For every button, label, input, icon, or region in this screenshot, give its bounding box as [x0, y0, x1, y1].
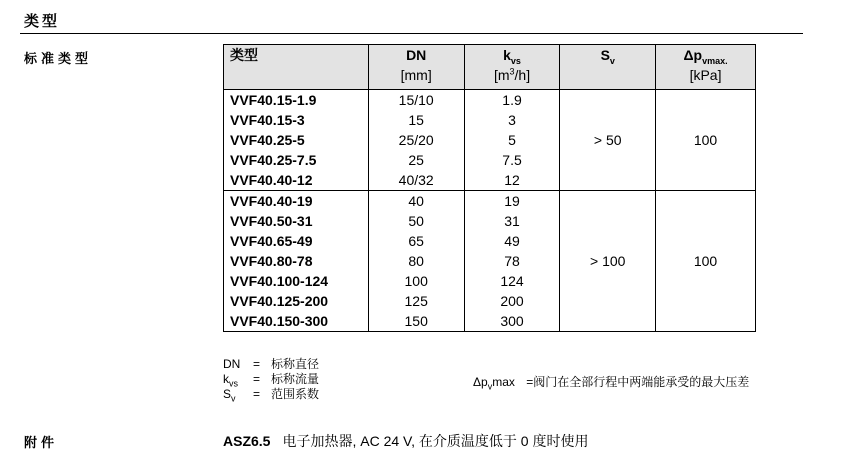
accessory-item: [223, 431, 588, 451]
cell-type: VVF40.80-78: [224, 251, 369, 271]
header-kvs: $k_{vs}$ $[m^3/h]$: [464, 45, 560, 90]
cell-type: VVF40.40-19: [224, 191, 369, 212]
cell-dn: 65: [368, 231, 464, 251]
cell-type: VVF40.15-3: [224, 110, 369, 130]
cell-kvs: 200: [464, 291, 560, 311]
legend: [223, 357, 319, 402]
cell-kvs: 78: [464, 251, 560, 271]
cell-type: VVF40.25-5: [224, 130, 369, 150]
table-header-row: [224, 45, 756, 90]
cell-kvs: 12: [464, 170, 560, 191]
legend-row-sv: $S_v$ = 范围系数: [223, 387, 320, 404]
cell-dn: 150: [368, 311, 464, 332]
cell-kvs: 19: [464, 191, 560, 212]
dp-max-note: $\Delta p_v\max$ =阀门在全部行程中两端能承受的最大压差: [473, 375, 750, 392]
legend-row-kvs: $k_{vs}$ = 标称流量: [223, 372, 320, 389]
accessories-label: 附件: [24, 436, 59, 451]
cell-type: VVF40.50-31: [224, 211, 369, 231]
title-divider: [20, 33, 803, 34]
cell-dp-max: 100: [656, 191, 756, 332]
cell-type: VVF40.125-200: [224, 291, 369, 311]
cell-type: VVF40.65-49: [224, 231, 369, 251]
accessory-code: ASZ6.5: [223, 433, 271, 449]
standard-types-label: 标准类型: [24, 52, 93, 67]
cell-kvs: 124: [464, 271, 560, 291]
cell-dn: 15: [368, 110, 464, 130]
cell-kvs: 7.5: [464, 150, 560, 170]
cell-kvs: 3: [464, 110, 560, 130]
cell-dn: 100: [368, 271, 464, 291]
cell-dn: 25/20: [368, 130, 464, 150]
cell-sv: > 100: [560, 191, 656, 332]
valve-spec-table: [223, 44, 756, 332]
cell-type: VVF40.25-7.5: [224, 150, 369, 170]
cell-kvs: 31: [464, 211, 560, 231]
legend-row-dn: DN = 标称直径: [223, 357, 320, 371]
cell-kvs: 300: [464, 311, 560, 332]
cell-dn: 125: [368, 291, 464, 311]
header-dn: DN [mm]: [368, 45, 464, 90]
table-row: [224, 90, 756, 111]
cell-dp-max: 100: [656, 90, 756, 191]
cell-type: VVF40.40-12: [224, 170, 369, 191]
cell-dn: 15/10: [368, 90, 464, 111]
cell-sv: > 50: [560, 90, 656, 191]
cell-dn: 80: [368, 251, 464, 271]
header-sv: $S_v$: [560, 45, 656, 90]
cell-kvs: 49: [464, 231, 560, 251]
cell-kvs: 5: [464, 130, 560, 150]
header-dp-max: $\Delta p_{vmax.}$ [kPa]: [656, 45, 756, 90]
cell-dn: 40: [368, 191, 464, 212]
table-row: [224, 191, 756, 212]
cell-dn: 50: [368, 211, 464, 231]
cell-dn: 40/32: [368, 170, 464, 191]
cell-kvs: 1.9: [464, 90, 560, 111]
table-body: [224, 90, 756, 332]
cell-dn: 25: [368, 150, 464, 170]
accessory-description: 电子加热器, AC 24 V, 在介质温度低于 0 度时使用: [282, 433, 589, 449]
header-type: 类型: [224, 45, 369, 90]
cell-type: VVF40.150-300: [224, 311, 369, 332]
cell-type: VVF40.15-1.9: [224, 90, 369, 111]
section-title: 类型: [24, 12, 61, 30]
cell-type: VVF40.100-124: [224, 271, 369, 291]
